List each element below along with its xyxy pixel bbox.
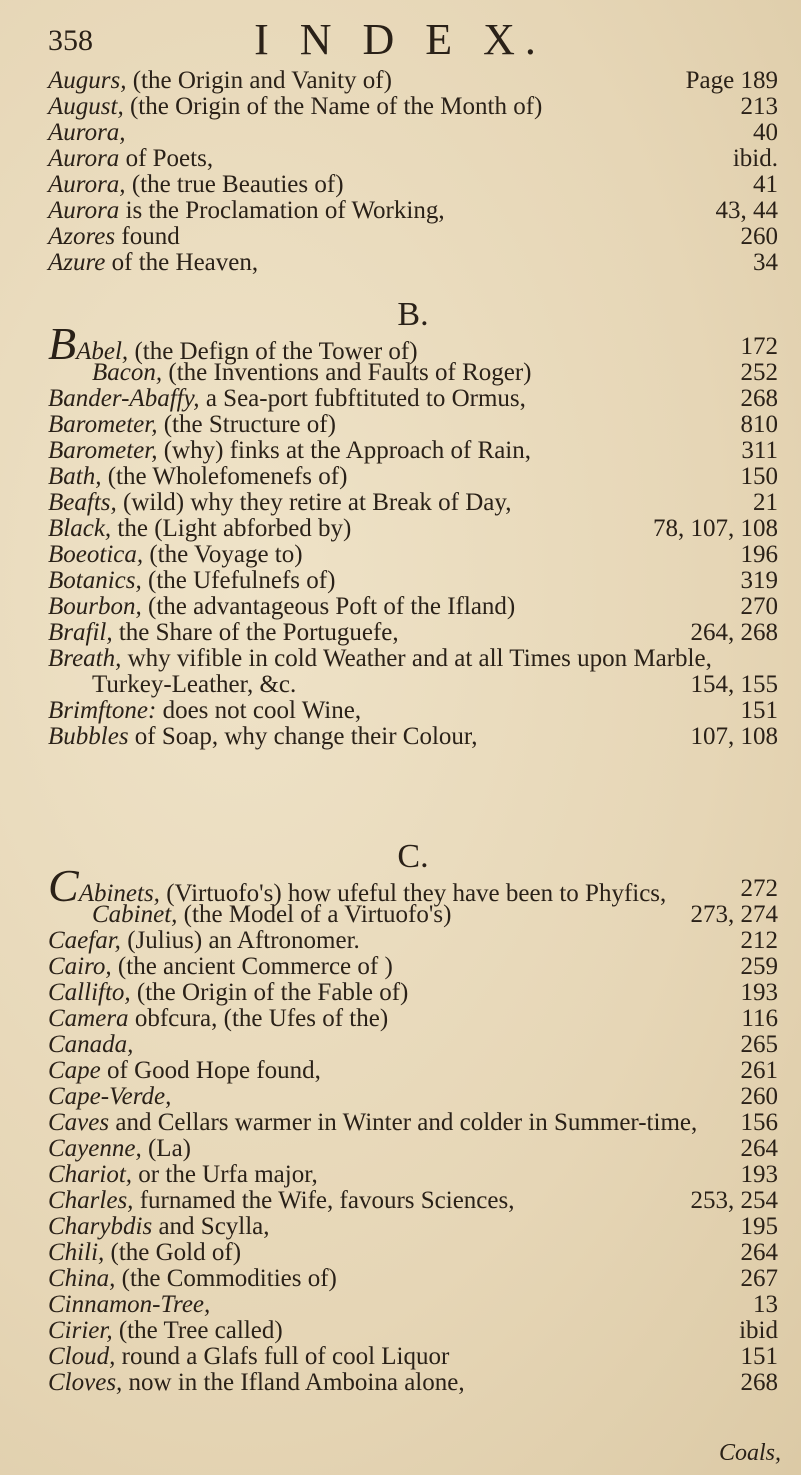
entry-text xyxy=(48,954,638,980)
index-section-a xyxy=(48,68,778,276)
entry-text xyxy=(92,360,638,386)
page-reference: ibid. xyxy=(732,145,778,172)
entry-text xyxy=(48,68,638,94)
page-reference: 253, 254 xyxy=(690,1187,778,1214)
entry-text xyxy=(48,1058,638,1084)
page-number: 358 xyxy=(48,24,93,57)
entry-description: (the Voyage to) xyxy=(143,541,303,568)
page-header xyxy=(40,14,760,64)
entry-text xyxy=(48,1292,638,1318)
running-head: I N D E X. xyxy=(254,15,546,64)
entry-description: (why) finks at the Approach of Rain, xyxy=(157,437,532,464)
entry-keyword: Brafil, xyxy=(48,619,113,646)
index-entry xyxy=(48,1292,778,1318)
index-section-c xyxy=(48,838,778,1396)
entry-description: Turkey-Leather, &c. xyxy=(92,671,297,698)
entry-text xyxy=(48,386,638,412)
entry-keyword: Cayenne, xyxy=(48,1135,142,1162)
entry-text xyxy=(48,146,638,172)
page-reference: 34 xyxy=(753,249,778,276)
entry-text xyxy=(48,1032,638,1058)
entry-text xyxy=(48,1084,638,1110)
entry-text xyxy=(48,224,638,250)
index-entry xyxy=(48,1240,778,1266)
entry-description: of the Heaven, xyxy=(105,249,259,276)
page-reference: 261 xyxy=(740,1057,778,1084)
index-entry xyxy=(48,1266,778,1292)
entry-text xyxy=(48,1370,638,1396)
entry-keyword: Bacon, xyxy=(92,359,163,386)
entry-text xyxy=(48,516,638,542)
index-entry xyxy=(48,438,778,464)
index-entry xyxy=(48,1058,778,1084)
index-entry xyxy=(48,1214,778,1240)
page-reference: 154, 155 xyxy=(690,671,778,698)
entry-text xyxy=(48,646,778,672)
entry-description: (the true Beauties of) xyxy=(125,171,344,198)
index-entry xyxy=(48,1188,778,1214)
entry-description: (the Gold of) xyxy=(104,1239,242,1266)
page-reference: 195 xyxy=(740,1213,778,1240)
page-reference: 319 xyxy=(740,567,778,594)
index-entry xyxy=(48,594,778,620)
index-entry xyxy=(48,980,778,1006)
entry-keyword: August, xyxy=(48,93,124,120)
page-reference: 273, 274 xyxy=(690,901,778,928)
page-reference: 264 xyxy=(740,1239,778,1266)
entry-keyword: Cinnamon-Tree, xyxy=(48,1291,211,1318)
index-entry xyxy=(48,1162,778,1188)
entry-keyword: Bourbon, xyxy=(48,593,142,620)
index-entry xyxy=(48,1084,778,1110)
index-entry xyxy=(48,386,778,412)
entry-text xyxy=(92,672,638,698)
entry-text xyxy=(48,120,638,146)
entry-text xyxy=(48,1188,638,1214)
entry-description: why vifible in cold Weather and at all Times upon Marble, xyxy=(121,645,712,672)
section-letter: B. xyxy=(397,296,429,333)
entry-keyword: Bubbles xyxy=(48,723,129,750)
index-entry xyxy=(48,412,778,438)
page-reference: 270 xyxy=(740,593,778,620)
entry-text xyxy=(48,464,638,490)
entry-description: found xyxy=(115,223,180,250)
entry-keyword: Chili, xyxy=(48,1239,105,1266)
page-reference: 40 xyxy=(753,119,778,146)
entry-description: and Scylla, xyxy=(152,1213,270,1240)
index-entry xyxy=(48,928,778,954)
section-letter: C. xyxy=(397,838,429,875)
entry-keyword: Camera xyxy=(48,1005,129,1032)
entry-keyword: Cape xyxy=(48,1057,101,1084)
index-entry xyxy=(48,464,778,490)
index-entry xyxy=(48,250,778,276)
entry-description: is the Proclamation of Working, xyxy=(119,197,445,224)
entry-description: (the ancient Commerce of ) xyxy=(111,953,393,980)
drop-cap: B xyxy=(48,318,77,369)
index-entry xyxy=(48,672,778,698)
page-reference: 268 xyxy=(740,385,778,412)
entry-description: and Cellars warmer in Winter and colder in Summer-time, xyxy=(109,1109,698,1136)
index-entry xyxy=(48,860,778,911)
page-reference: 213 xyxy=(740,93,778,120)
entry-text xyxy=(48,438,638,464)
entry-keyword: Callifto, xyxy=(48,979,131,1006)
entry-text xyxy=(92,902,638,928)
index-entry xyxy=(48,68,778,94)
entry-text xyxy=(48,1344,638,1370)
entry-keyword: Boeotica, xyxy=(48,541,144,568)
entry-description: (the Wholefomenefs of) xyxy=(101,463,348,490)
page-reference: 156 xyxy=(740,1109,778,1136)
entry-description: of Poets, xyxy=(119,145,214,172)
page-reference: 193 xyxy=(740,979,778,1006)
page-reference: 272 xyxy=(740,875,778,902)
entry-keyword: Azores xyxy=(48,223,116,250)
page-reference: 21 xyxy=(753,489,778,516)
entry-keyword: Azure xyxy=(48,249,106,276)
entry-text xyxy=(48,1266,638,1292)
entry-description: (the Inventions and Faults of Roger) xyxy=(162,359,532,386)
entry-keyword: Cabinet, xyxy=(92,901,178,928)
entry-text xyxy=(48,1318,638,1344)
page-reference: 810 xyxy=(740,411,778,438)
entry-keyword: Aurora, xyxy=(48,171,126,198)
entry-keyword: Aurora xyxy=(48,145,120,172)
index-entry xyxy=(48,1318,778,1344)
index-entry xyxy=(48,954,778,980)
entry-description: does not cool Wine, xyxy=(156,697,362,724)
entry-keyword: Charybdis xyxy=(48,1213,153,1240)
entry-keyword: Chariot, xyxy=(48,1161,133,1188)
entry-text xyxy=(48,94,638,120)
index-entry xyxy=(48,568,778,594)
entry-description: (the Commodities of) xyxy=(115,1265,337,1292)
entry-text xyxy=(48,172,638,198)
entry-keyword: Black, xyxy=(48,515,112,542)
entry-keyword: Bath, xyxy=(48,463,102,490)
index-entry xyxy=(48,1032,778,1058)
entry-keyword: Cloud, xyxy=(48,1343,116,1370)
entry-text xyxy=(48,620,638,646)
page-reference: 212 xyxy=(740,927,778,954)
entry-keyword: Brimftone: xyxy=(48,697,157,724)
entry-keyword: Abel, xyxy=(76,338,129,365)
page-reference: 193 xyxy=(740,1161,778,1188)
page-reference: 116 xyxy=(741,1005,778,1032)
entry-keyword: Bander-Abaffy, xyxy=(48,385,200,412)
page-reference: 41 xyxy=(753,171,778,198)
entry-text xyxy=(48,980,638,1006)
entry-description: (Virtuofo's) how ufeful they have been to Phyfics, xyxy=(159,880,667,907)
page-reference: 172 xyxy=(740,333,778,360)
entry-keyword: Cape-Verde, xyxy=(48,1083,172,1110)
entry-description: (the Origin and Vanity of) xyxy=(126,67,392,94)
entry-description: the (Light abforbed by) xyxy=(111,515,352,542)
index-entry xyxy=(48,1006,778,1032)
index-entry xyxy=(48,1110,778,1136)
index-entry xyxy=(48,1136,778,1162)
entry-description: a Sea-port fubftituted to Ormus, xyxy=(199,385,526,412)
index-entry xyxy=(48,490,778,516)
entry-keyword: Barometer, xyxy=(48,411,158,438)
entry-keyword: Aurora, xyxy=(48,119,126,146)
entry-keyword: Caves xyxy=(48,1109,110,1136)
entry-description: (the Origin of the Fable of) xyxy=(130,979,409,1006)
entry-description: (the Defign of the Tower of) xyxy=(128,338,418,365)
page-reference: 267 xyxy=(740,1265,778,1292)
entry-description: (La) xyxy=(141,1135,191,1162)
entry-description: (the advantageous Poft of the Ifland) xyxy=(141,593,516,620)
entry-text xyxy=(48,1162,638,1188)
page-reference: 196 xyxy=(740,541,778,568)
entry-keyword: Cirier, xyxy=(48,1317,113,1344)
entry-description: furnamed the Wife, favours Sciences, xyxy=(133,1187,515,1214)
page-reference: 265 xyxy=(740,1031,778,1058)
entry-text xyxy=(48,542,638,568)
entry-text xyxy=(48,490,638,516)
drop-cap: C xyxy=(48,860,79,911)
page-reference: 260 xyxy=(740,223,778,250)
entry-description: (wild) why they retire at Break of Day, xyxy=(116,489,512,516)
index-entry xyxy=(48,902,778,928)
entry-description: of Good Hope found, xyxy=(100,1057,321,1084)
page-reference: 259 xyxy=(740,953,778,980)
entry-keyword: Canada, xyxy=(48,1031,134,1058)
entry-text xyxy=(48,1214,638,1240)
entry-description: the Share of the Portuguefe, xyxy=(112,619,399,646)
entry-description: now in the Ifland Amboina alone, xyxy=(122,1369,465,1396)
entry-description: (Julius) an Aftronomer. xyxy=(120,927,360,954)
entry-description: round a Glafs full of cool Liquor xyxy=(115,1343,450,1370)
page-reference: 260 xyxy=(740,1083,778,1110)
entry-keyword: Abinets, xyxy=(78,880,160,907)
index-entry xyxy=(48,516,778,542)
index-entry xyxy=(48,318,778,369)
entry-text xyxy=(48,1109,698,1136)
entry-text xyxy=(48,250,638,276)
entry-keyword: Cloves, xyxy=(48,1369,123,1396)
entry-description: (the Model of a Virtuofo's) xyxy=(177,901,452,928)
index-entry xyxy=(48,120,778,146)
entry-text xyxy=(48,594,638,620)
entry-keyword: Breath, xyxy=(48,645,122,672)
entry-keyword: Cairo, xyxy=(48,953,112,980)
page-reference: 252 xyxy=(740,359,778,386)
entry-description: or the Urfa major, xyxy=(132,1161,318,1188)
index-entry xyxy=(48,620,778,646)
entry-text xyxy=(48,412,638,438)
index-entry xyxy=(48,224,778,250)
catchword: Coals, xyxy=(718,1440,781,1466)
entry-keyword: Caefar, xyxy=(48,927,121,954)
page-reference: 264 xyxy=(740,1135,778,1162)
entry-text xyxy=(48,928,638,954)
entry-keyword: China, xyxy=(48,1265,116,1292)
index-entry xyxy=(48,542,778,568)
page-reference: 151 xyxy=(740,1343,778,1370)
entry-text xyxy=(48,568,638,594)
page-reference: 78, 107, 108 xyxy=(653,515,778,542)
page-reference: 43, 44 xyxy=(715,197,778,224)
entry-text xyxy=(48,698,638,724)
entry-description: (the Tree called) xyxy=(112,1317,283,1344)
entry-description: of Soap, why change their Colour, xyxy=(128,723,478,750)
entry-keyword: Botanics, xyxy=(48,567,142,594)
index-entry xyxy=(48,360,778,386)
page-reference: Page 189 xyxy=(685,67,778,94)
index-entry xyxy=(48,198,778,224)
entry-keyword: Aurora xyxy=(48,197,120,224)
page-reference: 264, 268 xyxy=(690,619,778,646)
entry-description: (the Ufefulnefs of) xyxy=(141,567,336,594)
index-entry xyxy=(48,1344,778,1370)
page-reference: 151 xyxy=(740,697,778,724)
entry-description: obfcura, (the Ufes of the) xyxy=(128,1005,389,1032)
entry-description: (the Origin of the Name of the Month of) xyxy=(123,93,543,120)
entry-text xyxy=(48,1006,638,1032)
index-entry xyxy=(48,646,778,672)
index-entry xyxy=(48,724,778,750)
index-entry xyxy=(48,698,778,724)
index-entry xyxy=(48,94,778,120)
entry-text xyxy=(48,1136,638,1162)
entry-description: (the Structure of) xyxy=(157,411,336,438)
index-entry xyxy=(48,1370,778,1396)
entry-keyword: Augurs, xyxy=(48,67,127,94)
entry-text xyxy=(48,724,638,750)
entry-keyword: Charles, xyxy=(48,1187,134,1214)
page-reference: 13 xyxy=(753,1291,778,1318)
page-reference: 268 xyxy=(740,1369,778,1396)
index-entry xyxy=(48,172,778,198)
page-reference: 311 xyxy=(741,437,778,464)
page-reference: 107, 108 xyxy=(690,723,778,750)
index-section-b xyxy=(48,296,778,750)
page-reference: 150 xyxy=(740,463,778,490)
entry-keyword: Beafts, xyxy=(48,489,117,516)
page-reference: ibid xyxy=(739,1317,778,1344)
entry-keyword: Barometer, xyxy=(48,437,158,464)
entry-text xyxy=(48,1240,638,1266)
index-entry xyxy=(48,146,778,172)
entry-text xyxy=(48,198,638,224)
